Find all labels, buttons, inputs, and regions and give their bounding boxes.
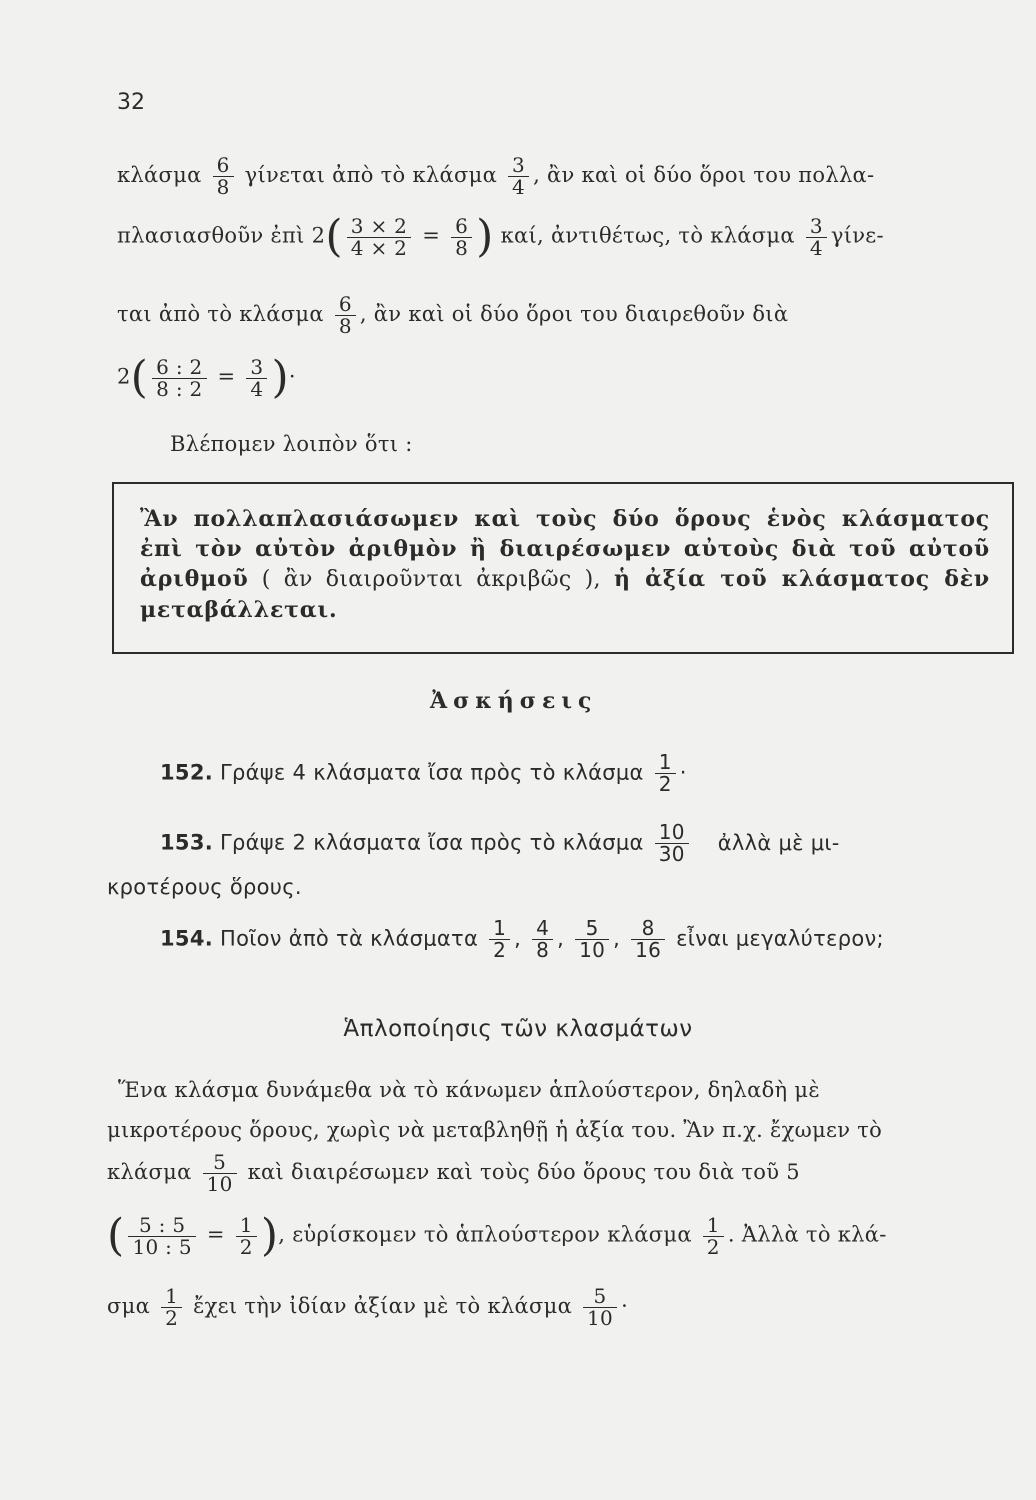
rule-text: ἡ ἀξία τοῦ κλάσματος δὲν μεταβάλλεται. [140,566,990,623]
denominator: 2 [161,1307,182,1329]
numerator: 3 [809,213,823,238]
fraction [631,918,665,961]
denominator: 2 [489,939,510,961]
denominator: 8 : 2 [152,378,206,400]
denominator: 4 [806,237,827,259]
numerator: 5 : 5 [138,1212,186,1237]
text: · [679,760,687,785]
fraction [583,1286,617,1329]
simplification-line-5 [107,1286,628,1329]
text: καὶ διαιρέσωμεν καὶ τοὺς δύο ὅρους του διὰ τοῦ 5 [247,1160,800,1184]
denominator: 8 [213,176,234,198]
fraction [161,1286,182,1329]
exercise-153-cont: κροτέρους ὅρους. [107,875,302,899]
numerator: 6 [338,292,352,316]
numerator: 6 [455,213,469,238]
exercises-heading: Ἀσκήσεις [430,688,598,714]
simplification-line-4: ( $\frac{5 : 5}{10 : 5}$ = $\frac{1}{2}$ ), εὑρίσκομεν τὸ ἁπλούστερον κλάσμα $\frac{1}{2}$ . Ἀλλὰ τὸ κλά- [107,1210,887,1261]
simplification-line-3 [107,1152,800,1195]
text: εἶναι μεγαλύτερον; [676,926,884,951]
text: Γράψε 4 κλάσματα ἴσα πρὸς τὸ κλάσμα [220,760,644,785]
text: , ἂν καὶ οἱ δύο ὅροι του διαιρεθοῦν διὰ [359,302,789,326]
denominator: 10 : 5 [128,1236,195,1258]
denominator: 2 [703,1236,724,1258]
numerator: 5 [585,916,599,940]
fraction [806,213,827,260]
fraction [655,822,689,865]
numerator: 3 [250,354,264,379]
denominator: 16 [631,939,665,961]
intro-line-4: 2( $\frac{6 : 2}{8 : 2}$ = $\frac{3}{4}$ )· [117,352,296,403]
denominator: 4 × 2 [347,237,411,259]
fraction [508,155,529,198]
text: , εὑρίσκομεν τὸ ἁπλούστερον κλάσμα [278,1222,692,1247]
simplification-heading: Ἁπλοποίησις τῶν κλασμάτων [343,1016,693,1042]
denominator: 10 [575,939,609,961]
text: ἀλλὰ μὲ μι- [717,830,840,855]
text: Γράψε 2 κλάσματα ἴσα πρὸς τὸ κλάσμα [220,830,644,855]
denominator: 4 [246,378,267,400]
numerator: 3 × 2 [350,213,408,238]
intro-line-3 [117,294,788,337]
fraction [489,918,510,961]
exercise-152 [160,752,687,795]
equals-sign: = [206,1222,225,1247]
text: σμα [107,1294,151,1318]
denominator: 10 [203,1173,237,1195]
equals-sign: = [422,223,441,248]
fraction [347,213,411,260]
denominator: 10 [583,1307,617,1329]
numerator: 6 [216,153,230,177]
text: γίνε- [830,223,884,248]
numerator: 1 [493,916,507,940]
text: · [288,364,296,389]
text: πλασιασθοῦν ἐπὶ 2 [117,223,326,248]
simplification-line-2: μικροτέρους ὅρους, χωρὶς νὰ μεταβληθῇ ἡ ἀξία του. Ἂν π.χ. ἔχωμεν τὸ [107,1118,883,1142]
intro-line-2: πλασιασθοῦν ἐπὶ 2( $\frac{3 \times 2}{4 \times 2}$ = $\frac{6}{8}$ ) καί, ἀντιθέτως, τὸ κλάσμα $\frac{3}{4}$ γίνε- [117,211,884,262]
text: καί, ἀντιθέτως, τὸ κλάσμα [500,223,795,248]
exercise-number: 154. [160,926,214,951]
denominator: 8 [532,939,553,961]
text: κλάσμα [107,1160,192,1184]
numerator: 4 [536,916,550,940]
denominator: 4 [508,176,529,198]
fraction [451,213,472,260]
text: . Ἀλλὰ τὸ κλά- [727,1222,887,1247]
text: ἔχει τὴν ἰδίαν ἀξίαν μὲ τὸ κλάσμα [193,1294,573,1318]
denominator: 8 [451,237,472,259]
text: ται ἀπὸ τὸ κλάσμα [117,302,324,326]
fraction [575,918,609,961]
fraction [703,1212,724,1259]
intro-line-5: Βλέπομεν λοιπὸν ὅτι : [170,432,413,456]
numerator: 1 [706,1212,720,1237]
intro-line-1 [117,155,874,198]
numerator: 5 [593,1284,607,1308]
numerator: 1 [165,1284,179,1308]
text: Ποῖον ἀπὸ τὰ κλάσματα [220,926,479,951]
denominator: 8 [335,315,356,337]
page-number: 32 [117,90,145,115]
numerator: 10 [658,820,685,844]
denominator: 30 [655,843,689,865]
fraction [335,294,356,337]
fraction [152,354,206,401]
fraction [203,1152,237,1195]
numerator: 3 [512,153,526,177]
fraction [128,1212,195,1259]
fraction [236,1212,257,1259]
exercise-number: 153. [160,830,214,855]
equals-sign: = [217,364,236,389]
fraction [532,918,553,961]
exercise-number: 152. [160,760,214,785]
numerator: 5 [213,1150,227,1174]
rule-text: Ἂν πολλαπλασιάσωμεν καὶ τοὺς δύο ὅρους ἑνὸς κλάσματος ἐπὶ τὸν αὐτὸν ἀριθμὸν ἢ διαιρέσωμεν αὐτοὺς διὰ τοῦ αὐτοῦ ἀριθμοῦ [140,506,990,592]
text: , ἂν καὶ οἱ δύο ὅροι του πολλα- [533,163,875,187]
exercise-153 [160,822,840,865]
fraction [246,354,267,401]
text: γίνεται ἀπὸ τὸ κλάσμα [244,163,498,187]
text: κλάσμα [117,163,202,187]
simplification-line-1: Ἕνα κλάσμα δυνάμεθα νὰ τὸ κάνωμεν ἁπλούστερον, δηλαδὴ μὲ [118,1078,820,1102]
text: · [621,1294,629,1318]
numerator: 1 [658,750,672,774]
numerator: 8 [641,916,655,940]
denominator: 2 [655,773,676,795]
rule-text-normal: ( ἂν διαιροῦνται ἀκριβῶς ), [248,567,615,592]
numerator: 1 [239,1212,253,1237]
fraction [655,752,676,795]
rule-box [112,482,1014,654]
fraction [213,155,234,198]
numerator: 6 : 2 [156,354,203,379]
denominator: 2 [236,1236,257,1258]
exercise-154: 154. Ποῖον ἀπὸ τὰ κλάσματα $\frac{1}{2}$ , $\frac{4}{8}$ , $\frac{5}{10}$ , $\frac{8}{16}$ εἶναι μεγαλύτερον; [160,916,884,962]
text: 2 [117,364,131,389]
